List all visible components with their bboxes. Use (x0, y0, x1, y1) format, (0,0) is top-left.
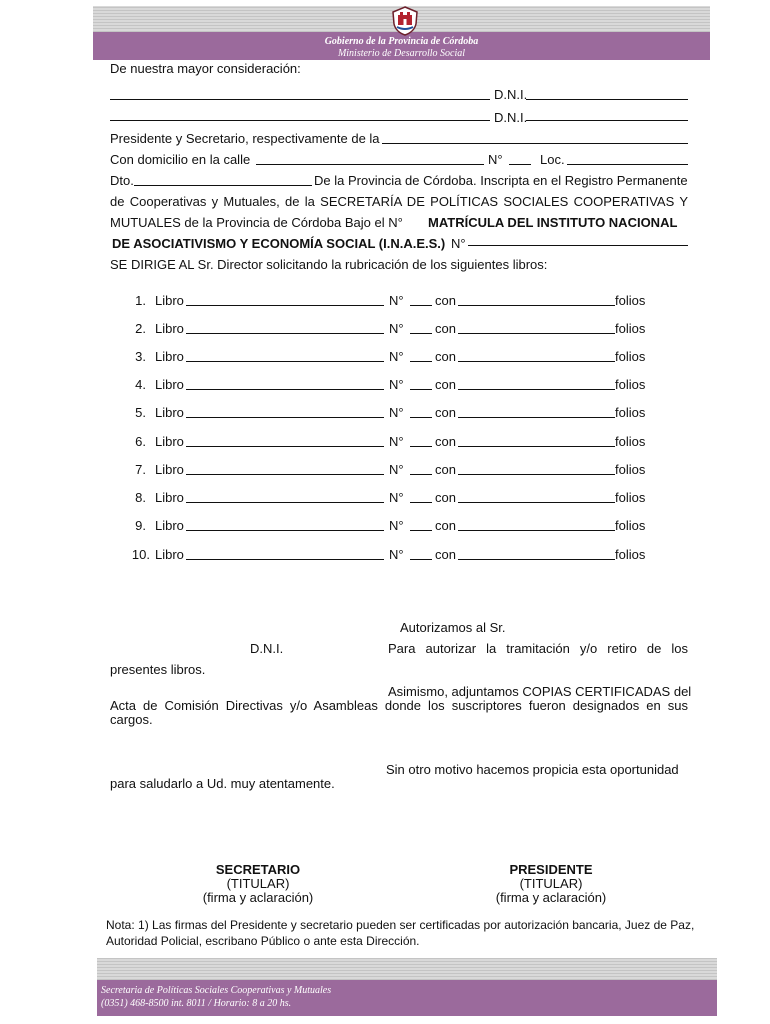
book-n-field[interactable] (410, 446, 432, 447)
book-name-field[interactable] (186, 559, 384, 560)
greeting: De nuestra mayor consideración: (110, 61, 301, 76)
book-name-field[interactable] (186, 474, 384, 475)
presentes-libros: presentes libros. (110, 662, 206, 677)
secretario-role: (TITULAR) (226, 876, 290, 891)
dni-field-2[interactable] (526, 120, 688, 121)
book-folios-label: folios (615, 349, 646, 364)
dni-label-1: D.N.I. (494, 87, 528, 102)
book-n-label: N° (389, 518, 404, 533)
book-folios-label: folios (615, 377, 646, 392)
book-number: 7. (135, 462, 146, 477)
authorize-dni: D.N.I. (250, 641, 284, 656)
name-field-2[interactable] (110, 120, 490, 121)
footer-line-2: (0351) 468-8500 int. 8011 / Horario: 8 a 20 hs. (101, 998, 292, 1009)
book-number: 2. (135, 321, 146, 336)
book-n-label: N° (389, 490, 404, 505)
book-folios-field[interactable] (458, 474, 615, 475)
request-text: SE DIRIGE AL Sr. Director solicitando la rubricación de los siguientes libros: (110, 257, 548, 272)
book-n-label: N° (389, 321, 404, 336)
book-n-label: N° (389, 405, 404, 420)
book-libro-label: Libro (155, 518, 184, 533)
book-folios-field[interactable] (458, 559, 615, 560)
header-ministry: Ministerio de Desarrollo Social (337, 48, 466, 59)
header-government: Gobierno de la Provincia de Córdoba (324, 36, 479, 47)
street-field[interactable] (256, 164, 484, 165)
book-con-label: con (435, 547, 456, 562)
book-con-label: con (435, 321, 456, 336)
book-number: 10. (131, 547, 150, 562)
book-folios-label: folios (615, 518, 646, 533)
book-n-field[interactable] (410, 474, 432, 475)
book-n-label: N° (389, 293, 404, 308)
matricula-title-2: DE ASOCIATIVISMO Y ECONOMÍA SOCIAL (I.N.A.E.S.) (112, 236, 446, 251)
coop-line: de Cooperativas y Mutuales, de la SECRETARÍA DE POLÍTICAS SOCIALES COOPERATIVAS Y (110, 194, 688, 209)
president-secretary-label: Presidente y Secretario, respectivamente de la (110, 131, 380, 146)
book-n-label: N° (389, 349, 404, 364)
book-name-field[interactable] (186, 305, 384, 306)
dni-field-1[interactable] (526, 99, 688, 100)
book-libro-label: Libro (155, 547, 184, 562)
book-number: 5. (135, 405, 146, 420)
book-n-label: N° (389, 434, 404, 449)
book-number: 6. (135, 434, 146, 449)
book-con-label: con (435, 293, 456, 308)
book-name-field[interactable] (186, 417, 384, 418)
book-folios-field[interactable] (458, 530, 615, 531)
book-con-label: con (435, 490, 456, 505)
book-folios-field[interactable] (458, 417, 615, 418)
book-folios-label: folios (615, 321, 646, 336)
dto-field[interactable] (134, 185, 312, 186)
book-folios-field[interactable] (458, 305, 615, 306)
book-folios-field[interactable] (458, 333, 615, 334)
presidente-title: PRESIDENTE (509, 862, 593, 877)
book-con-label: con (435, 462, 456, 477)
name-field-1[interactable] (110, 99, 490, 100)
book-folios-field[interactable] (458, 361, 615, 362)
matricula-number-label: N° (451, 236, 466, 251)
book-folios-label: folios (615, 405, 646, 420)
book-n-field[interactable] (410, 333, 432, 334)
book-number: 4. (135, 377, 146, 392)
book-con-label: con (435, 349, 456, 364)
book-libro-label: Libro (155, 293, 184, 308)
number-label: N° (488, 152, 503, 167)
coat-of-arms-icon (390, 6, 420, 36)
cargos-text: cargos. (110, 712, 153, 727)
book-n-field[interactable] (410, 389, 432, 390)
acta-text: Acta de Comisión Directivas y/o Asambleas donde los suscriptores fueron designados en sus (110, 698, 688, 713)
book-libro-label: Libro (155, 377, 184, 392)
book-name-field[interactable] (186, 446, 384, 447)
book-libro-label: Libro (155, 462, 184, 477)
book-name-field[interactable] (186, 389, 384, 390)
book-number: 8. (135, 490, 146, 505)
matricula-title-1: MATRÍCULA DEL INSTITUTO NACIONAL (428, 215, 678, 230)
book-n-label: N° (389, 547, 404, 562)
book-folios-label: folios (615, 293, 646, 308)
presidente-sign: (firma y aclaración) (495, 890, 607, 905)
book-folios-field[interactable] (458, 446, 615, 447)
book-folios-label: folios (615, 434, 646, 449)
nota-line-2: Autoridad Policial, escribano Público o ante esta Dirección. (106, 934, 420, 948)
street-number-field[interactable] (509, 164, 531, 165)
book-libro-label: Libro (155, 405, 184, 420)
book-name-field[interactable] (186, 361, 384, 362)
book-n-label: N° (389, 377, 404, 392)
book-n-field[interactable] (410, 502, 432, 503)
book-folios-field[interactable] (458, 502, 615, 503)
book-libro-label: Libro (155, 434, 184, 449)
book-con-label: con (435, 405, 456, 420)
book-con-label: con (435, 518, 456, 533)
book-number: 1. (135, 293, 146, 308)
locality-field[interactable] (567, 164, 688, 165)
sin-otro-text: Sin otro motivo hacemos propicia esta oportunidad (386, 762, 679, 777)
book-libro-label: Libro (155, 490, 184, 505)
book-n-field[interactable] (410, 361, 432, 362)
domicile-label: Con domicilio en la calle (110, 152, 251, 167)
entity-field[interactable] (382, 143, 688, 144)
book-n-field[interactable] (410, 305, 432, 306)
authorize-text: Autorizamos al Sr. (400, 620, 506, 635)
book-folios-field[interactable] (458, 389, 615, 390)
dni-label-2: D.N.I. (494, 110, 528, 125)
province-text: De la Provincia de Córdoba. Inscripta en el Registro Permanente (314, 173, 688, 188)
secretario-sign: (firma y aclaración) (202, 890, 314, 905)
asimismo-text: Asimismo, adjuntamos COPIAS CERTIFICADAS del (388, 684, 692, 699)
book-con-label: con (435, 434, 456, 449)
book-number: 3. (135, 349, 146, 364)
book-n-label: N° (389, 462, 404, 477)
footer-hatch (97, 958, 717, 980)
book-name-field[interactable] (186, 333, 384, 334)
presidente-role: (TITULAR) (519, 876, 583, 891)
matricula-number-field[interactable] (468, 245, 688, 246)
book-n-field[interactable] (410, 559, 432, 560)
book-libro-label: Libro (155, 321, 184, 336)
book-n-field[interactable] (410, 417, 432, 418)
authorize-para: Para autorizar la tramitación y/o retiro de los (388, 641, 688, 656)
dto-label: Dto. (110, 173, 134, 188)
book-folios-label: folios (615, 490, 646, 505)
footer-line-1: Secretaria de Políticas Sociales Cooperativas y Mutuales (101, 985, 332, 996)
saludarlo-text: para saludarlo a Ud. muy atentamente. (110, 776, 335, 791)
book-folios-label: folios (615, 547, 646, 562)
book-folios-label: folios (615, 462, 646, 477)
book-con-label: con (435, 377, 456, 392)
book-n-field[interactable] (410, 530, 432, 531)
book-name-field[interactable] (186, 502, 384, 503)
book-name-field[interactable] (186, 530, 384, 531)
loc-label: Loc. (540, 152, 565, 167)
nota-line-1: Nota: 1) Las firmas del Presidente y secretario pueden ser certificadas por autorización bancaria, Juez de Paz, (106, 918, 695, 932)
secretario-title: SECRETARIO (215, 862, 301, 877)
mutuales-line: MUTUALES de la Provincia de Córdoba Bajo el N° (110, 215, 403, 230)
book-number: 9. (135, 518, 146, 533)
book-libro-label: Libro (155, 349, 184, 364)
